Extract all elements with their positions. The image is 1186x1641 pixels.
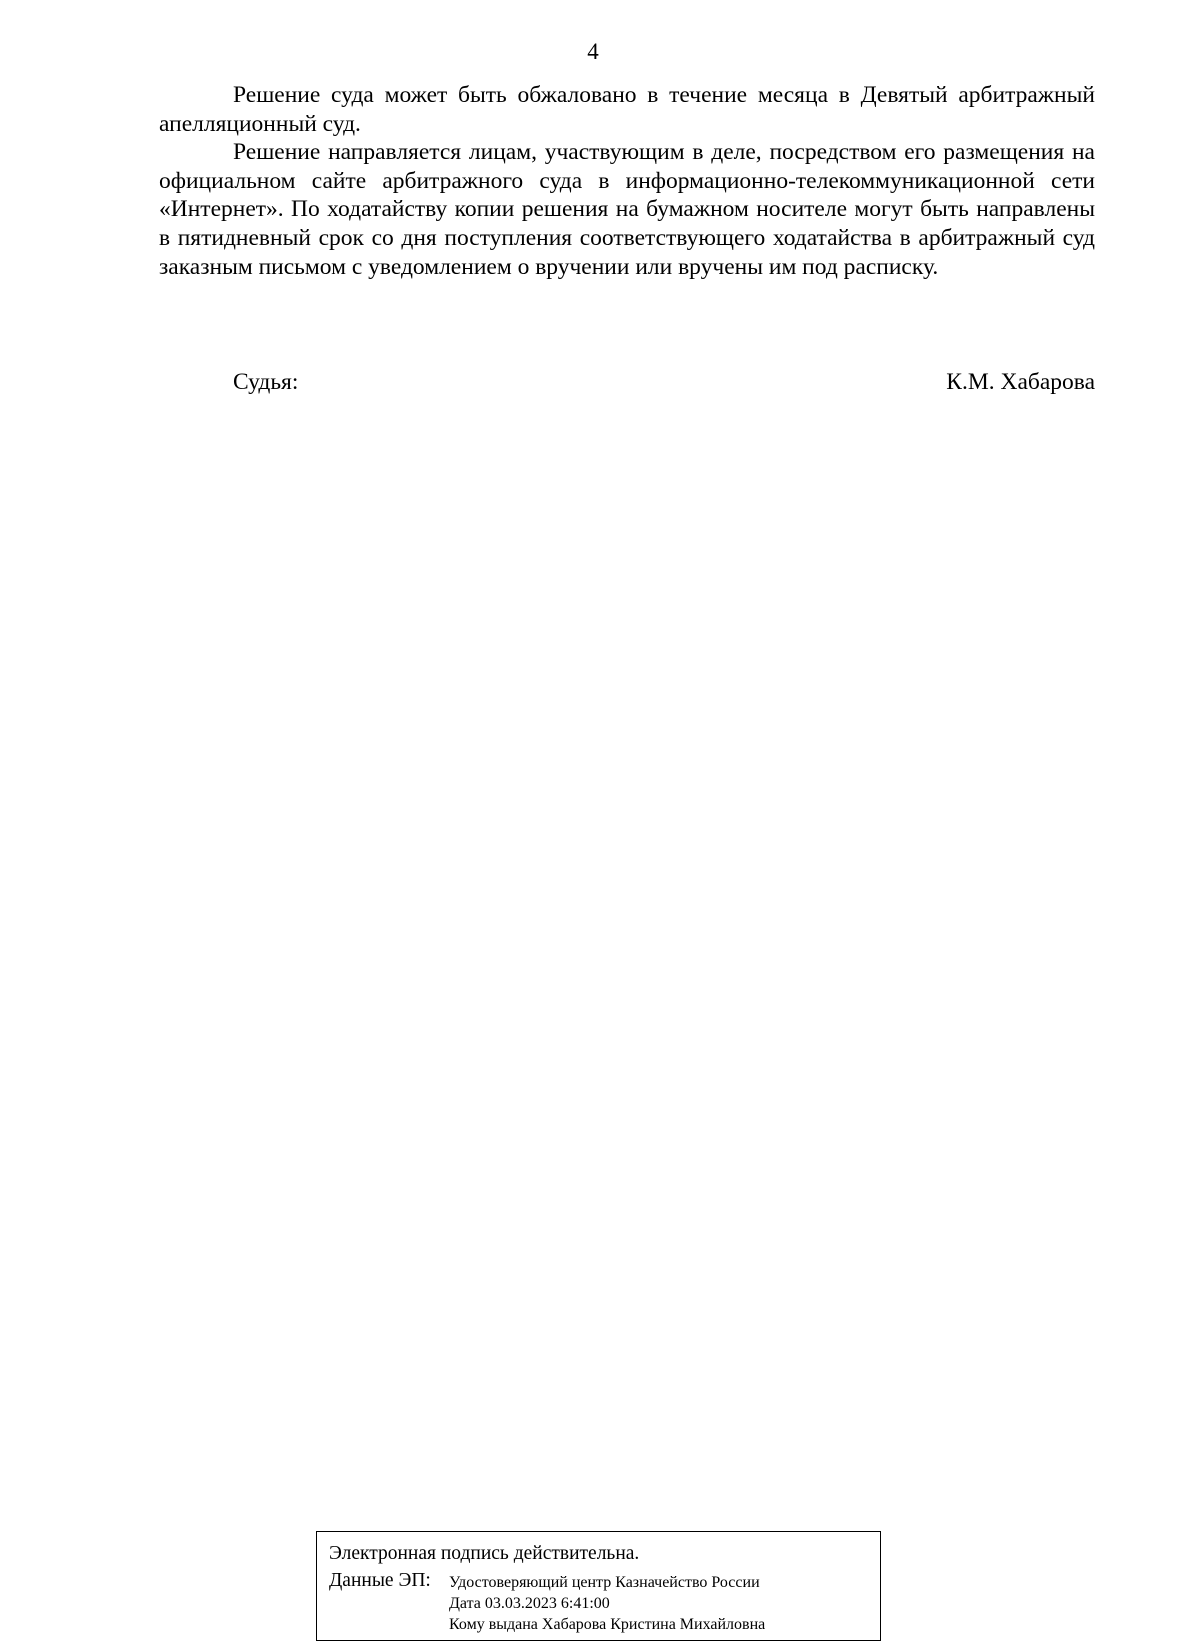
page-number: 4 <box>587 39 599 64</box>
signature-data-label: Данные ЭП: <box>329 1570 431 1591</box>
signature-validity-text: Электронная подпись действительна. <box>329 1543 640 1564</box>
judge-label: Судья: <box>233 369 299 395</box>
electronic-signature-stamp <box>316 1531 881 1641</box>
document-body <box>159 81 1095 281</box>
signature-issuer: Удостоверяющий центр Казначейство России <box>449 1574 760 1591</box>
signature-holder: Кому выдана Хабарова Кристина Михайловна <box>449 1616 766 1633</box>
judge-name: К.М. Хабарова <box>946 369 1095 395</box>
signature-date: Дата 03.03.2023 6:41:00 <box>449 1595 610 1612</box>
distribution-paragraph: Решение направляется лицам, участвующим в деле, посредством его размещения на официальном сайте арбитражного суда в информационно-телекоммуникационной сети «Интернет». По ходатайству копии решения на бумажном носителе могут быть направлены в пятидневный срок со дня поступления соответствующего ходатайства в арбитражный суд заказным письмом с уведомлением о вручении или вручены им под расписку. <box>159 139 1095 280</box>
signature-details <box>449 1572 765 1635</box>
appeal-paragraph: Решение суда может быть обжаловано в течение месяца в Девятый арбитражный апелляционный суд. <box>159 82 1095 137</box>
